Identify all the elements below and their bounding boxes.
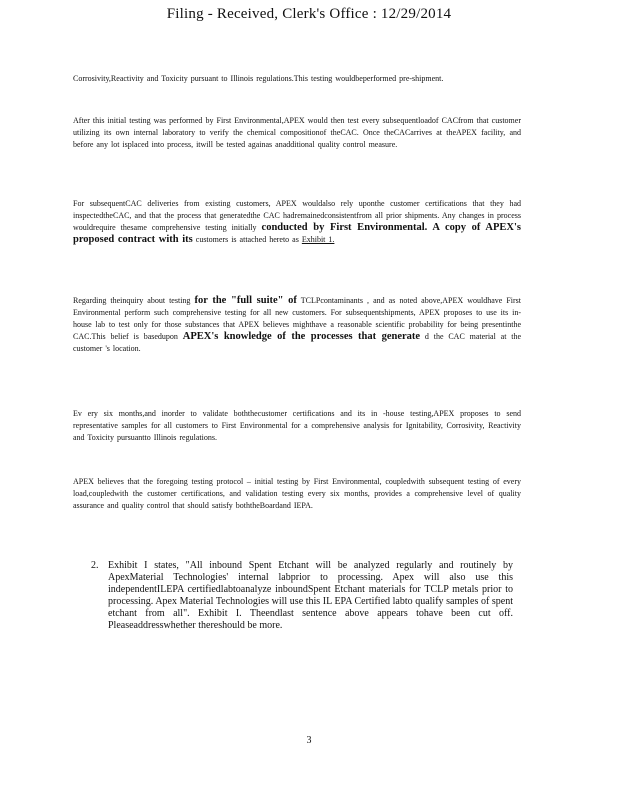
paragraph-1: Corrosivity,Reactivity and Toxicity pursuant to Illinois regulations.This testing wouldbeperformed pre-shipment. bbox=[73, 74, 444, 83]
paragraph-4-text-c: d the CAC material at the customer 's location. bbox=[73, 332, 522, 353]
item-number: 2. bbox=[91, 560, 99, 571]
paragraph-4 bbox=[73, 295, 521, 355]
page-number: 3 bbox=[306, 735, 312, 746]
paragraph-3-text: For subsequentCAC deliveries from existing customers, APEX wouldalso rely uponthe customer certifications that they had inspectedtheCAC, and that the process that generatedthe CAC hadremainedconsistentfrom all prior shipments. Any changes in process wouldrequire thesame comprehensive testing initially bbox=[73, 199, 521, 232]
numbered-item-text: Exhibit I states, "All inbound Spent Etchant will be analyzed regularly and routinely by ApexMaterial Technologies' internal labprior to processing. Apex will also use this independentILEPA certifiedlabtoanalyze inboundSpent Etchant materials for TCLP metals prior to processing. Apex Material Technologies will use this IL EPA Certified labto qualify samples of spent etchant from all". Exhibit I. Theendlast sentence above appears tohave been cut off. Pleaseaddresswhether thereshould be more. bbox=[108, 560, 513, 631]
paragraph-3 bbox=[73, 198, 521, 246]
paragraph-3-emphasis: conducted by First Environmental. A copy of APEX's proposed contract with its bbox=[73, 222, 521, 245]
paragraph-4-emphasis-a: for the "full suite" of bbox=[194, 295, 297, 306]
paragraph-2: After this initial testing was performed by First Environmental,APEX would then test every subsequentloadof CACfrom that customer utilizing its own internal laboratory to verify the chemical compositionof theCAC. Once theCACarrives at theAPEX facility, and before any lot isplaced into process, itwill be tested againas anadditional quality control measure. bbox=[73, 116, 521, 149]
paragraph-6: APEX believes that the foregoing testing protocol – initial testing by First Environmental, coupledwith subsequent testing of every load,coupledwith the customer certifications, and validation testing every six months, provides a comprehensive level of quality assurance and quality control that should satisfy boththeBoardand IEPA. bbox=[73, 477, 521, 510]
paragraph-4-emphasis-b: APEX's knowledge of the processes that generate bbox=[182, 331, 421, 342]
paragraph-4-text-b: TCLPcontaminants , and as noted above,APEX wouldhave First Environmental perform such comprehensive testing for all new customers. For subsequentshipments, APEX proposes to use its in-house lab to test only for those substances that APEX believes mighthave a reasonable scientific probability for being presentinthe CAC.This belief is basedupon bbox=[73, 296, 522, 341]
filing-header: Filing - Received, Clerk's Office : 12/29/2014 bbox=[166, 6, 452, 22]
paragraph-3-tail: customers is attached hereto as bbox=[195, 235, 299, 244]
paragraph-4-text-a: Regarding theinquiry about testing bbox=[73, 296, 191, 305]
paragraph-5: Ev ery six months,and inorder to validate boththecustomer certifications and its in -house testing,APEX proposes to send representative samples for all customers to First Environmental for a comprehensive analysis for Ignitability, Corrosivity, Reactivity and Toxicity pursuantto Illinois regulations. bbox=[73, 409, 521, 442]
exhibit-1-link[interactable]: Exhibit 1. bbox=[301, 235, 335, 244]
